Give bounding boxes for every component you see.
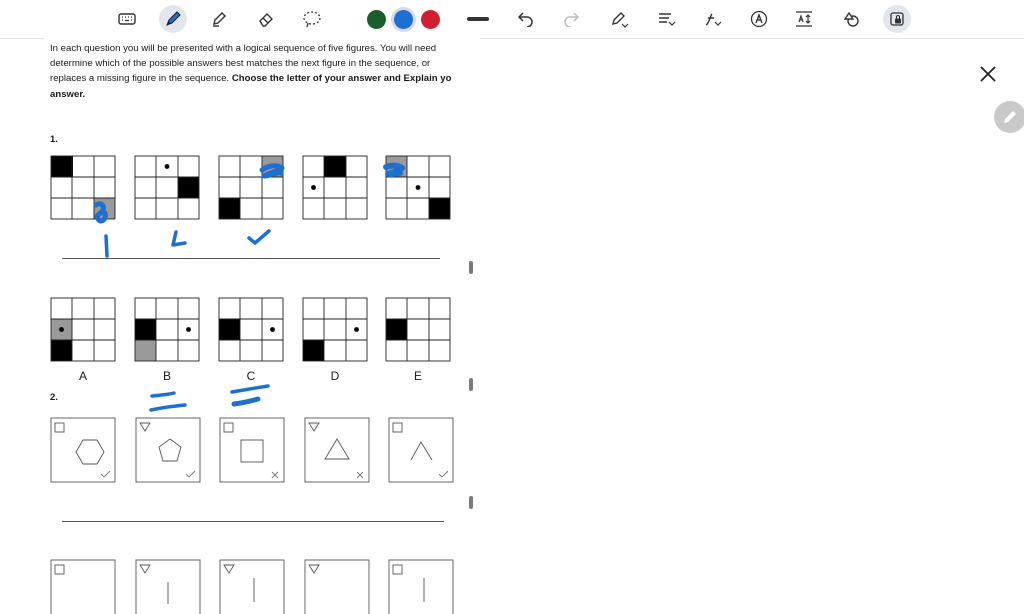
answer-label-d: D bbox=[330, 369, 340, 383]
answer-label-a: A bbox=[78, 369, 87, 383]
ink-scribble bbox=[262, 166, 282, 176]
answer-label-b: B bbox=[162, 369, 171, 383]
edit-fab-button[interactable] bbox=[994, 101, 1024, 133]
question-number-1: 1. bbox=[50, 134, 58, 145]
pencil-icon bbox=[1002, 109, 1018, 125]
ink-scribble bbox=[96, 204, 105, 221]
close-icon bbox=[976, 62, 1000, 86]
ink-dash bbox=[232, 386, 268, 392]
answer-label-e: E bbox=[413, 369, 422, 383]
instructions-line: determine which of the possible answers best matches the next figure in the sequence, or bbox=[50, 58, 431, 70]
ink-mark bbox=[173, 232, 185, 245]
page-resize-handle[interactable] bbox=[469, 378, 473, 391]
ink-check bbox=[249, 231, 269, 243]
ink-dash bbox=[151, 405, 185, 410]
page-resize-handle[interactable] bbox=[469, 261, 473, 274]
question-number-2: 2. bbox=[50, 392, 58, 403]
ink-scribble bbox=[386, 166, 402, 175]
instructions-bold-text: Choose the letter of your answer and Explain yo bbox=[231, 73, 452, 85]
ink-dash bbox=[152, 393, 174, 396]
ink-mark bbox=[106, 236, 107, 256]
page-resize-handle[interactable] bbox=[469, 496, 473, 509]
instructions-line: answer. bbox=[50, 88, 86, 100]
instructions-line: In each question you will be presented with a logical sequence of five figures. You will need bbox=[50, 43, 437, 54]
close-button[interactable] bbox=[976, 62, 1000, 86]
instructions-text: replaces a missing figure in the sequence. bbox=[50, 73, 230, 85]
answer-label-c: C bbox=[246, 369, 256, 383]
ink-dash bbox=[234, 399, 258, 404]
